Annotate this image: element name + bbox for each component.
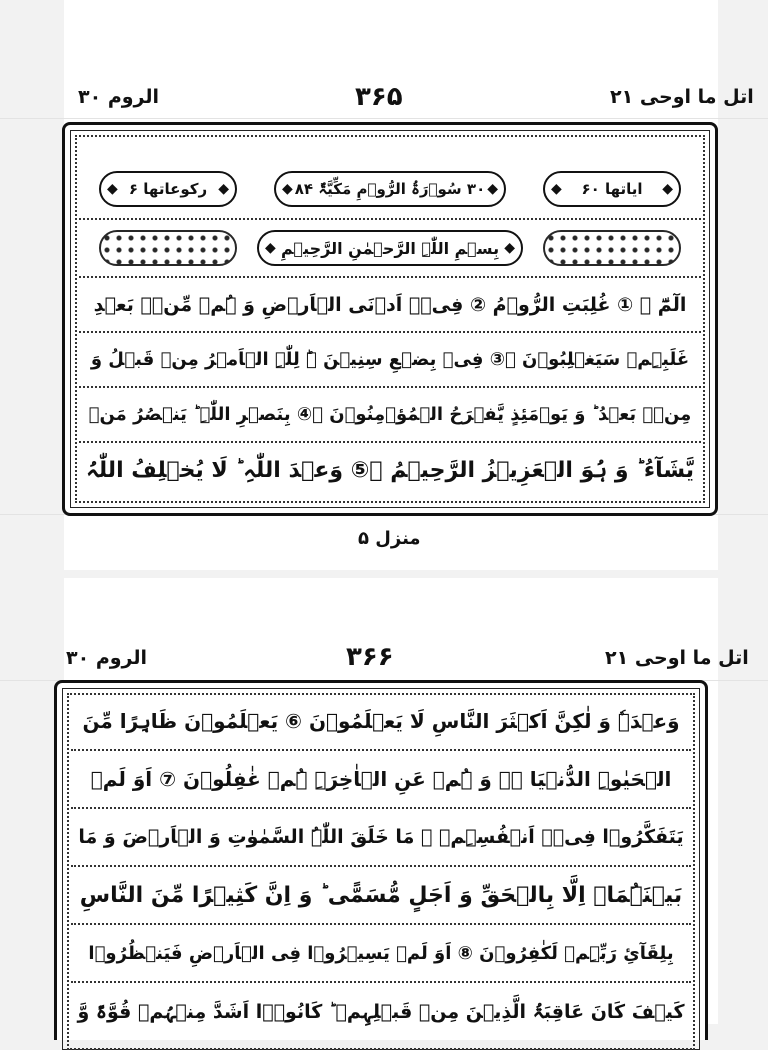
verse-line	[79, 443, 701, 498]
page-gap	[0, 570, 768, 578]
verse-line	[79, 388, 701, 443]
verse-line	[71, 693, 691, 751]
verse-text: غَلَبِہِمۡ سَیَغۡلِبُوۡنَ ۙ③ فِیۡ بِضۡعِ سِنِیۡنَ ۬ؕ لِلّٰہِ الۡاَمۡرُ مِنۡ قَبۡلُ وَ	[90, 349, 690, 370]
manzil-footer: منزل ۵	[358, 528, 421, 549]
verse-line	[71, 983, 691, 1041]
verse-text: مِنۡۢ بَعۡدُ ؕ وَ یَوۡمَئِذٍ یَّفۡرَحُ الۡمُؤۡمِنُوۡنَ ۙ④ بِنَصۡرِ اللّٰہِ ؕ یَنۡصُرُ مَنۡ	[88, 404, 692, 425]
bismillah-text: ◆ بِسۡمِ اللّٰہِ الرَّحۡمٰنِ الرَّحِیۡمِ	[280, 238, 500, 258]
surah-header-row	[79, 160, 701, 220]
verse-line	[71, 867, 691, 925]
header-part-title: اتل ما اوحی ۲۱	[610, 86, 754, 108]
divider-line	[0, 118, 768, 119]
verse-line	[71, 809, 691, 867]
ruku-count-cartouche	[99, 171, 237, 207]
header-surah-title: الروم ۳۰	[78, 86, 160, 108]
ayat-count-cartouche	[543, 171, 681, 207]
verse-line	[79, 333, 701, 388]
verse-text: کَیۡفَ کَانَ عَاقِبَۃُ الَّذِیۡنَ مِنۡ قَبۡلِہِمۡ ؕ کَانُوۡۤا اَشَدَّ مِنۡہُمۡ قُوَّۃً وَّ	[77, 1001, 685, 1023]
verse-text: الٓمّٓ ۚ ① غُلِبَتِ الرُّوۡمُ ② فِیۡۤ اَدۡنَی الۡاَرۡضِ وَ ہُمۡ مِّنۡۢ بَعۡدِ	[93, 293, 687, 316]
verse-text: بِلِقَآیِٔ رَبِّہِمۡ لَکٰفِرُوۡنَ ⑧ اَوَ لَمۡ یَسِیۡرُوۡا فِی الۡاَرۡضِ فَیَنۡظُرُوۡا	[88, 942, 674, 964]
header-surah-title: الروم ۳۰	[66, 647, 148, 669]
verse-text: الۡحَیٰوۃِ الدُّنۡیَا ۚۖ وَ ہُمۡ عَنِ الۡاٰخِرَۃِ ہُمۡ غٰفِلُوۡنَ ⑦ اَوَ لَمۡ	[90, 767, 672, 791]
bismillah-row	[79, 220, 701, 278]
verse-text: یَتَفَکَّرُوۡا فِیۡۤ اَنۡفُسِہِمۡ ۟ مَا خَلَقَ اللّٰہُ السَّمٰوٰتِ وَ الۡاَرۡضَ وَ مَا	[78, 826, 684, 848]
verse-line	[71, 925, 691, 983]
verse-line	[79, 278, 701, 333]
ornament-panel	[99, 230, 237, 266]
surah-name: ◆ ۳۰ سُوۡرَۃُ الرُّوۡمِ مَکِّیَّۃٌ ۸۴	[294, 180, 486, 198]
verse-text: یَّشَآءُ ؕ وَ ہُوَ الۡعَزِیۡزُ الرَّحِیۡمُ ۙ⑤ وَعۡدَ اللّٰہِ ؕ لَا یُخۡلِفُ اللّٰہُ	[85, 458, 695, 483]
verse-line	[71, 751, 691, 809]
bismillah-cartouche	[257, 230, 523, 266]
ornament-panel	[543, 230, 681, 266]
ruku-count: ◆ رکوعاتها ۶	[128, 180, 208, 198]
verse-text: وَعۡدَہٗ وَ لٰکِنَّ اَکۡثَرَ النَّاسِ لَا یَعۡلَمُوۡنَ ⑥ یَعۡلَمُوۡنَ ظَاہِرًا مِّنَ	[82, 709, 680, 733]
surah-name-cartouche	[274, 171, 506, 207]
header-part-title: اتل ما اوحی ۲۱	[605, 647, 749, 669]
text-frame	[54, 680, 708, 1040]
page-number: ۳۶۶	[346, 642, 394, 672]
text-frame	[62, 122, 718, 516]
page-number: ۳۶۵	[355, 82, 403, 112]
verse-text: بَیۡنَہُمَاۤ اِلَّا بِالۡحَقِّ وَ اَجَلٍ مُّسَمًّی ؕ وَ اِنَّ کَثِیۡرًا مِّنَ النَّاسِ	[79, 882, 683, 908]
ayat-count: ◆ ایاتها ۶۰	[581, 180, 643, 198]
